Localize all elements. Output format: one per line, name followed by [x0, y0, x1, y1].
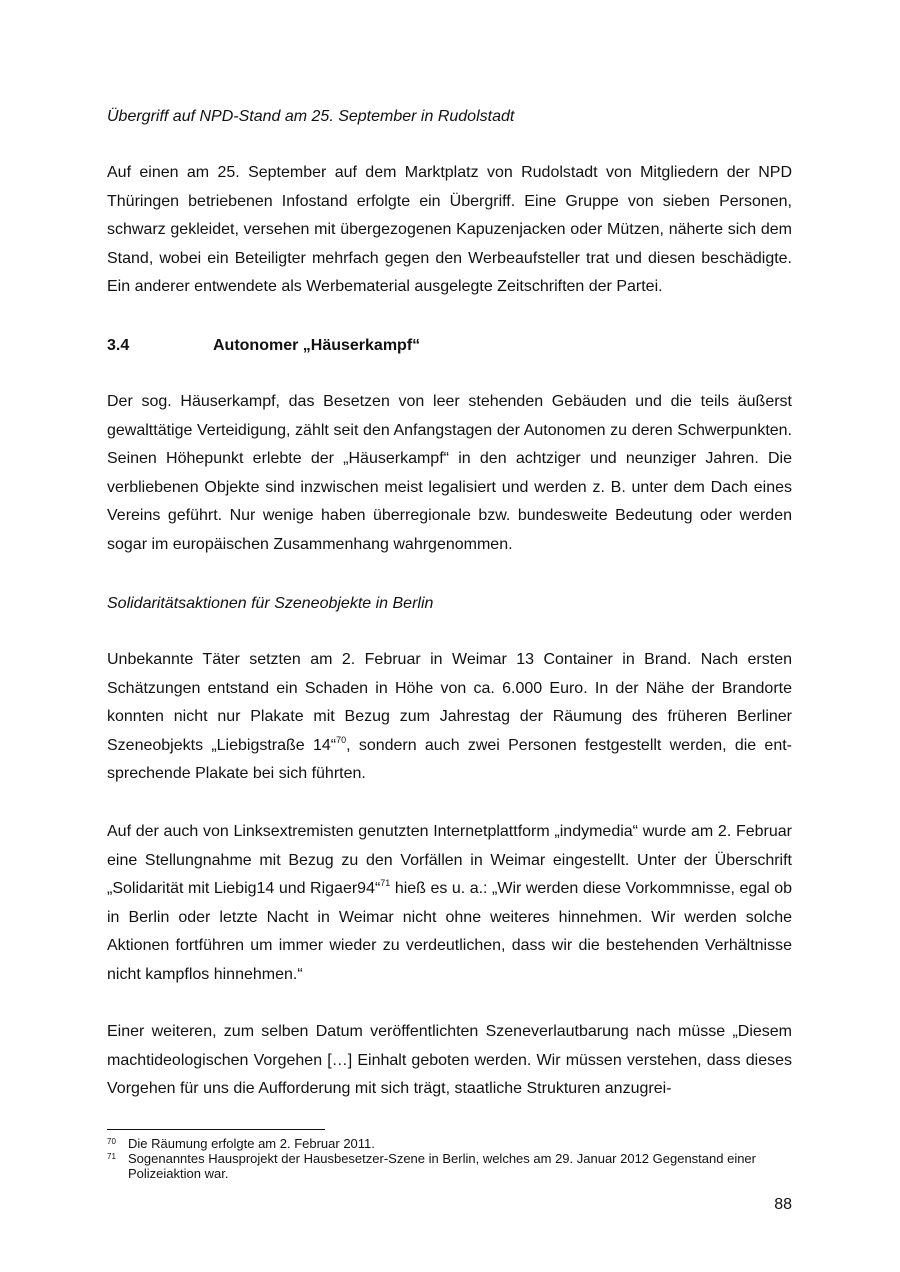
footnote-text: Sogenanntes Hausprojekt der Hausbesetzer-Szene in Berlin, welches am 29. Januar 2012 Gegenstand einer Polizeiaktion war. — [128, 1151, 756, 1181]
footnote-ref-70: 70 — [336, 734, 347, 745]
page-number: 88 — [774, 1196, 792, 1213]
section-heading — [107, 336, 792, 356]
footnote-ref-71: 71 — [380, 878, 391, 889]
footnote — [107, 1136, 797, 1151]
paragraph-text: hieß es u. a.: „Wir werden diese Vorkommnisse, egal ob in Berlin oder letzte Nacht in Weimar nicht ohne weiteres hinnehmen. Wir werden solche Aktionen fortführen um immer wieder zu verdeutlichen, dass wir die bestehenden Verhältnisse nicht kampflos hinnehmen.“ — [107, 880, 792, 983]
footnote-number: 71 — [107, 1152, 116, 1161]
footnote-text: Die Räumung erfolgte am 2. Februar 2011. — [128, 1136, 375, 1151]
section-title: Autonomer „Häuserkampf“ — [213, 337, 421, 354]
paragraph-haeuserkampf: Der sog. Häuserkampf, das Besetzen von leer stehenden Gebäuden und die teils äußerst gewalttätige Verteidigung, zählt seit den Anfangstagen der Autonomen zu deren Schwerpunkten. Seinen Höhepunkt erlebte der „Häuserkampf“ in den achtziger und neunziger Jahren. Die verbliebenen Objekte sind inzwischen meist legalisiert und werden z. B. unter dem Dach eines Vereins geführt. Nur wenige haben überregionale bzw. bundesweite Bedeutung oder werden sogar im europäischen Zusammenhang wahrgenommen. — [107, 393, 792, 553]
paragraph-text: , sondern auch zwei Personen festgestellt werden, die entsprechende Plakate bei sich führten. — [107, 736, 792, 783]
footnote-separator — [107, 1129, 325, 1130]
paragraph-text: Auf der auch von Linksextremisten genutzten Internetplattform „indymedia“ wurde am 2. Februar eine Stellungnahme mit Bezug zu den Vorfällen in Weimar eingestellt. Unter der Überschrift „Solidarität mit Liebig14 und Rigaer94“ — [107, 823, 792, 898]
footnote-number: 70 — [107, 1137, 116, 1146]
subheading-npd-stand: Übergriff auf NPD-Stand am 25. September in Rudolstadt — [107, 108, 515, 125]
paragraph-szeneverlautbarung: Einer weiteren, zum selben Datum veröffentlichten Szeneverlautbarung nach müsse „Diesem machtideologischen Vorgehen […] Einhalt geboten werden. Wir müssen verstehen, dass dieses Vorgehen für uns die Aufforderung mit sich trägt, staatliche Strukturen anzugrei- — [107, 1023, 792, 1098]
footnotes — [107, 1136, 797, 1181]
paragraph-npd-stand: Auf einen am 25. September auf dem Marktplatz von Rudolstadt von Mitgliedern der NPD Thüringen betriebenen Infostand erfolgte ein Übergriff. Eine Gruppe von sieben Personen, schwarz gekleidet, versehen mit übergezogenen Kapuzenjacken oder Mützen, näherte sich dem Stand, wobei ein Beteiligter mehrfach gegen den Werbeaufsteller trat und diesen beschädigte. Ein anderer entwendete als Werbematerial ausgelegte Zeitschriften der Partei. — [107, 164, 792, 296]
section-number: 3.4 — [107, 337, 130, 354]
footnote — [107, 1151, 797, 1181]
subheading-solidaritaet: Solidaritätsaktionen für Szeneobjekte in Berlin — [107, 595, 434, 612]
paragraph-text: Unbekannte Täter setzten am 2. Februar in Weimar 13 Container in Brand. Nach ersten Schätzungen entstand ein Schaden in Höhe von ca. 6.000 Euro. In der Nähe der Brandorte konnten nicht nur Plakate mit Bezug zum Jahrestag der Räumung des früheren Berliner Szeneobjekts „Liebigstraße 14“ — [107, 651, 792, 754]
paragraph-weimar-container — [107, 646, 792, 789]
paragraph-indymedia — [107, 818, 792, 990]
